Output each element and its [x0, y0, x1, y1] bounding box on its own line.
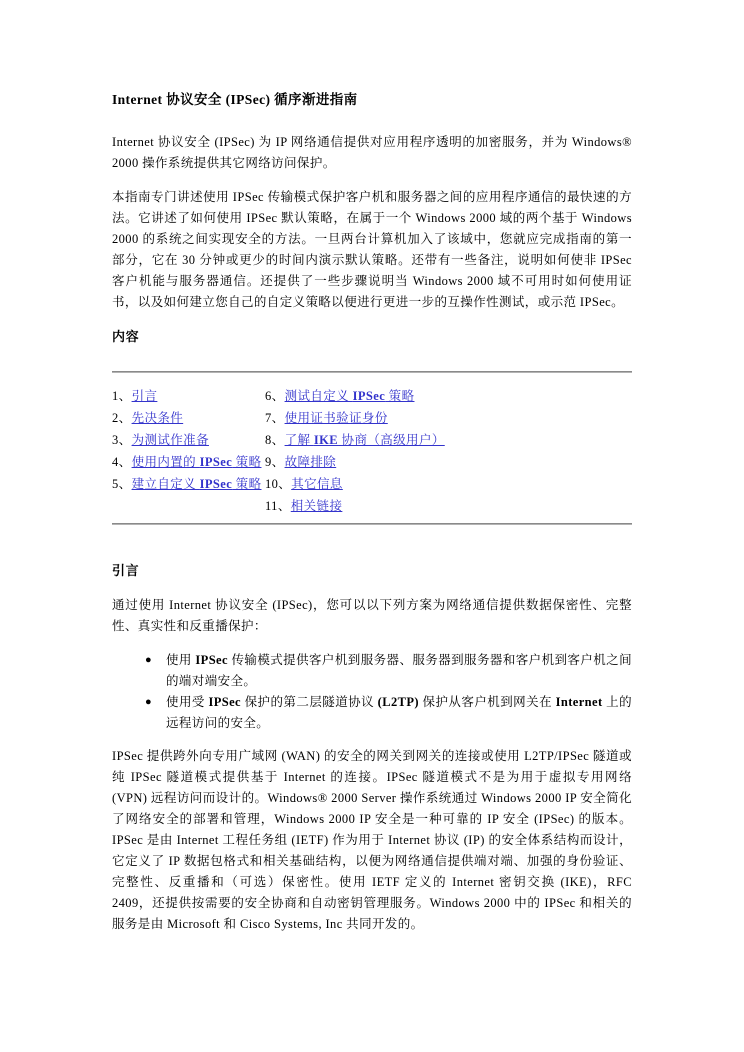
- toc-item-builtin-ipsec-policy: [112, 451, 265, 473]
- toc-item-test-preparation: [112, 429, 265, 451]
- toc-item-introduction: [112, 385, 265, 407]
- toc-link-introduction[interactable]: 引言: [131, 389, 158, 403]
- toc-link-other-information[interactable]: 其它信息: [291, 477, 343, 491]
- toc-link-custom-ipsec-policy[interactable]: 建立自定义 IPSec 策略: [131, 477, 262, 491]
- table-of-contents: [112, 385, 632, 517]
- toc-item-prerequisites: [112, 407, 265, 429]
- bullet-icon: ●: [145, 696, 153, 708]
- closing-paragraph: IPSec 提供跨外向专用广域网 (WAN) 的安全的网关到网关的连接或使用 L2TP/IPSec 隧道或纯 IPSec 隧道模式提供基于 Internet 的连接。IPSec 隧道模式不是为用于虚拟专用网络 (VPN) 远程访问而设计的。Windows® 2000 Server 操作系统通过 Windows 2000 IP 安全简化了网络安全的部署和管理，Windows 2000 IP 安全是一种可靠的 IP 安全 (IPSec) 的版本。IPSec 是由 Internet 工程任务组 (IETF) 作为用于 Internet 协议 (IP) 的安全体系结构而设计，它定义了 IP 数据包格式和相关基础结构，以便为网络通信提供端对端、加强的身份验证、完整性、反重播和（可选）保密性。使用 IETF 定义的 Internet 密钥交换 (IKE)，RFC 2409，还提供按需要的安全协商和自动密钥管理服务。Windows 2000 中的 IPSec 和相关的服务是由 Microsoft 和 Cisco Systems, Inc 共同开发的。: [112, 749, 632, 931]
- toc-item-number: 11、: [265, 499, 291, 513]
- toc-item-number: 8、: [265, 433, 285, 447]
- toc-item-other-information: [265, 473, 632, 495]
- toc-item-related-links: [265, 495, 632, 517]
- contents-heading: 内容: [112, 329, 140, 344]
- toc-link-builtin-ipsec-policy[interactable]: 使用内置的 IPSec 策略: [131, 455, 262, 469]
- toc-item-number: 9、: [265, 455, 285, 469]
- toc-item-number: 2、: [112, 411, 132, 425]
- toc-link-related-links[interactable]: 相关链接: [290, 499, 343, 513]
- horizontal-rule-bottom: [112, 523, 632, 525]
- toc-item-troubleshooting: [265, 451, 632, 473]
- horizontal-rule-top: [112, 371, 632, 373]
- toc-item-number: 7、: [265, 411, 285, 425]
- toc-link-troubleshooting[interactable]: 故障排除: [284, 455, 337, 469]
- toc-item-number: 10、: [265, 477, 292, 491]
- list-item: [145, 692, 632, 734]
- list-item: [145, 650, 632, 692]
- toc-item-number: 5、: [112, 477, 132, 491]
- intro-paragraph-2: 本指南专门讲述使用 IPSec 传输模式保护客户机和服务器之间的应用程序通信的最快速的方法。它讲述了如何使用 IPSec 默认策略，在属于一个 Windows 2000 域的两个基于 Windows 2000 的系统之间实现安全的方法。一旦两台计算机加入了该域中，您就应完成指南的第一部分，它在 30 分钟或更少的时间内演示默认策略。还带有一些备注，说明如何使非 IPSec 客户机能与服务器通信。还提供了一些步骤说明当 Windows 2000 域不可用时如何使用证书，以及如何建立您自己的自定义策略以便进行更进一步的互操作性测试，或示范 IPSec。: [112, 190, 632, 309]
- introduction-lead-paragraph: 通过使用 Internet 协议安全 (IPSec)，您可以以下列方案为网络通信提供数据保密性、完整性、真实性和反重播保护：: [112, 598, 632, 633]
- intro-paragraph-1: Internet 协议安全 (IPSec) 为 IP 网络通信提供对应用程序透明的加密服务，并为 Windows® 2000 操作系统提供其它网络访问保护。: [112, 135, 632, 170]
- section-heading-introduction: 引言: [112, 563, 140, 578]
- toc-link-test-preparation[interactable]: 为测试作准备: [131, 433, 209, 447]
- toc-item-test-custom-ipsec-policy: [265, 385, 632, 407]
- bullet-text: 使用 IPSec 传输模式提供客户机到服务器、服务器到服务器和客户机到客户机之间的端对端安全。: [166, 653, 632, 688]
- toc-item-number: 4、: [112, 455, 132, 469]
- toc-item-number: 6、: [265, 389, 285, 403]
- toc-item-number: 1、: [112, 389, 132, 403]
- toc-link-certificate-authentication[interactable]: 使用证书验证身份: [284, 411, 388, 425]
- toc-link-ike-negotiation[interactable]: 了解 IKE 协商（高级用户）: [284, 433, 445, 447]
- toc-link-prerequisites[interactable]: 先决条件: [131, 411, 184, 425]
- toc-item-ike-negotiation: [265, 429, 632, 451]
- toc-column-1: [112, 385, 265, 517]
- toc-item-custom-ipsec-policy: [112, 473, 265, 495]
- toc-item-number: 3、: [112, 433, 132, 447]
- toc-link-test-custom-ipsec-policy[interactable]: 测试自定义 IPSec 策略: [284, 389, 415, 403]
- ipsec-usage-bullet-list: [112, 650, 632, 734]
- bullet-icon: ●: [145, 654, 153, 666]
- toc-item-certificate-authentication: [265, 407, 632, 429]
- bullet-text: 使用受 IPSec 保护的第二层隧道协议 (L2TP) 保护从客户机到网关在 Internet 上的远程访问的安全。: [166, 695, 632, 730]
- page-title: Internet 协议安全 (IPSec) 循序渐进指南: [112, 92, 358, 107]
- toc-column-2: [265, 385, 632, 517]
